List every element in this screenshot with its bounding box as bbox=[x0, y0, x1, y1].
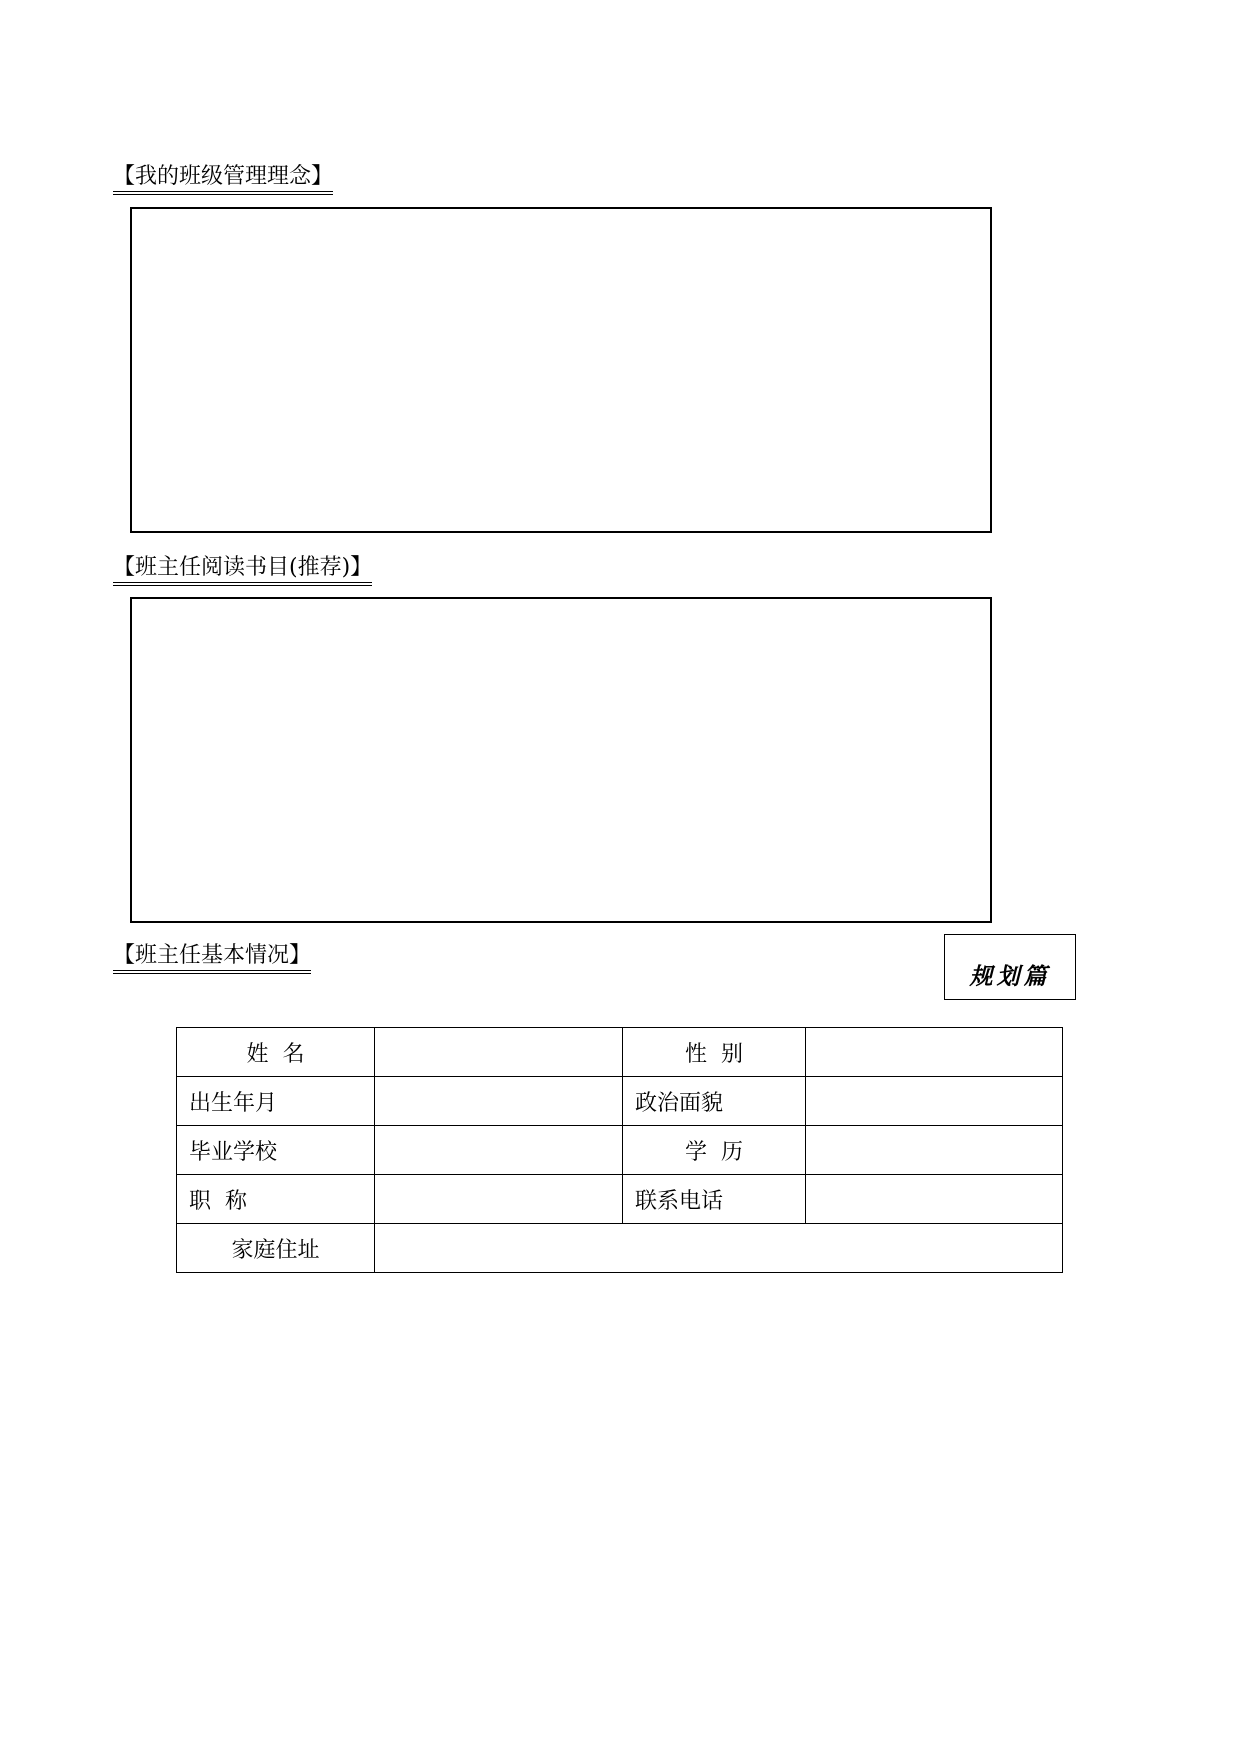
phone-label: 联系电话 bbox=[623, 1175, 806, 1224]
school-label: 毕业学校 bbox=[177, 1126, 375, 1175]
professional-title-field[interactable] bbox=[375, 1175, 623, 1224]
table-row bbox=[177, 1077, 1063, 1126]
section-title-reading-list: 【班主任阅读书目(推荐)】 bbox=[113, 555, 372, 586]
management-philosophy-box[interactable] bbox=[130, 207, 992, 533]
table-row bbox=[177, 1028, 1063, 1077]
education-label: 学 历 bbox=[623, 1126, 806, 1175]
table-row bbox=[177, 1175, 1063, 1224]
address-label: 家庭住址 bbox=[177, 1224, 375, 1273]
address-field[interactable] bbox=[375, 1224, 1063, 1273]
name-field[interactable] bbox=[375, 1028, 623, 1077]
table-row bbox=[177, 1126, 1063, 1175]
name-label: 姓 名 bbox=[177, 1028, 375, 1077]
phone-field[interactable] bbox=[806, 1175, 1063, 1224]
section-title-basic-info: 【班主任基本情况】 bbox=[113, 943, 311, 974]
reading-list-box[interactable] bbox=[130, 597, 992, 923]
school-field[interactable] bbox=[375, 1126, 623, 1175]
professional-title-label: 职 称 bbox=[177, 1175, 375, 1224]
birth-label: 出生年月 bbox=[177, 1077, 375, 1126]
gender-label: 性 别 bbox=[623, 1028, 806, 1077]
gender-field[interactable] bbox=[806, 1028, 1063, 1077]
birth-field[interactable] bbox=[375, 1077, 623, 1126]
education-field[interactable] bbox=[806, 1126, 1063, 1175]
political-status-label: 政治面貌 bbox=[623, 1077, 806, 1126]
table-row bbox=[177, 1224, 1063, 1273]
teacher-info-table bbox=[176, 1027, 1063, 1273]
planning-tag: 规划篇 bbox=[944, 934, 1076, 1000]
political-status-field[interactable] bbox=[806, 1077, 1063, 1126]
section-title-management-philosophy: 【我的班级管理理念】 bbox=[113, 164, 333, 195]
